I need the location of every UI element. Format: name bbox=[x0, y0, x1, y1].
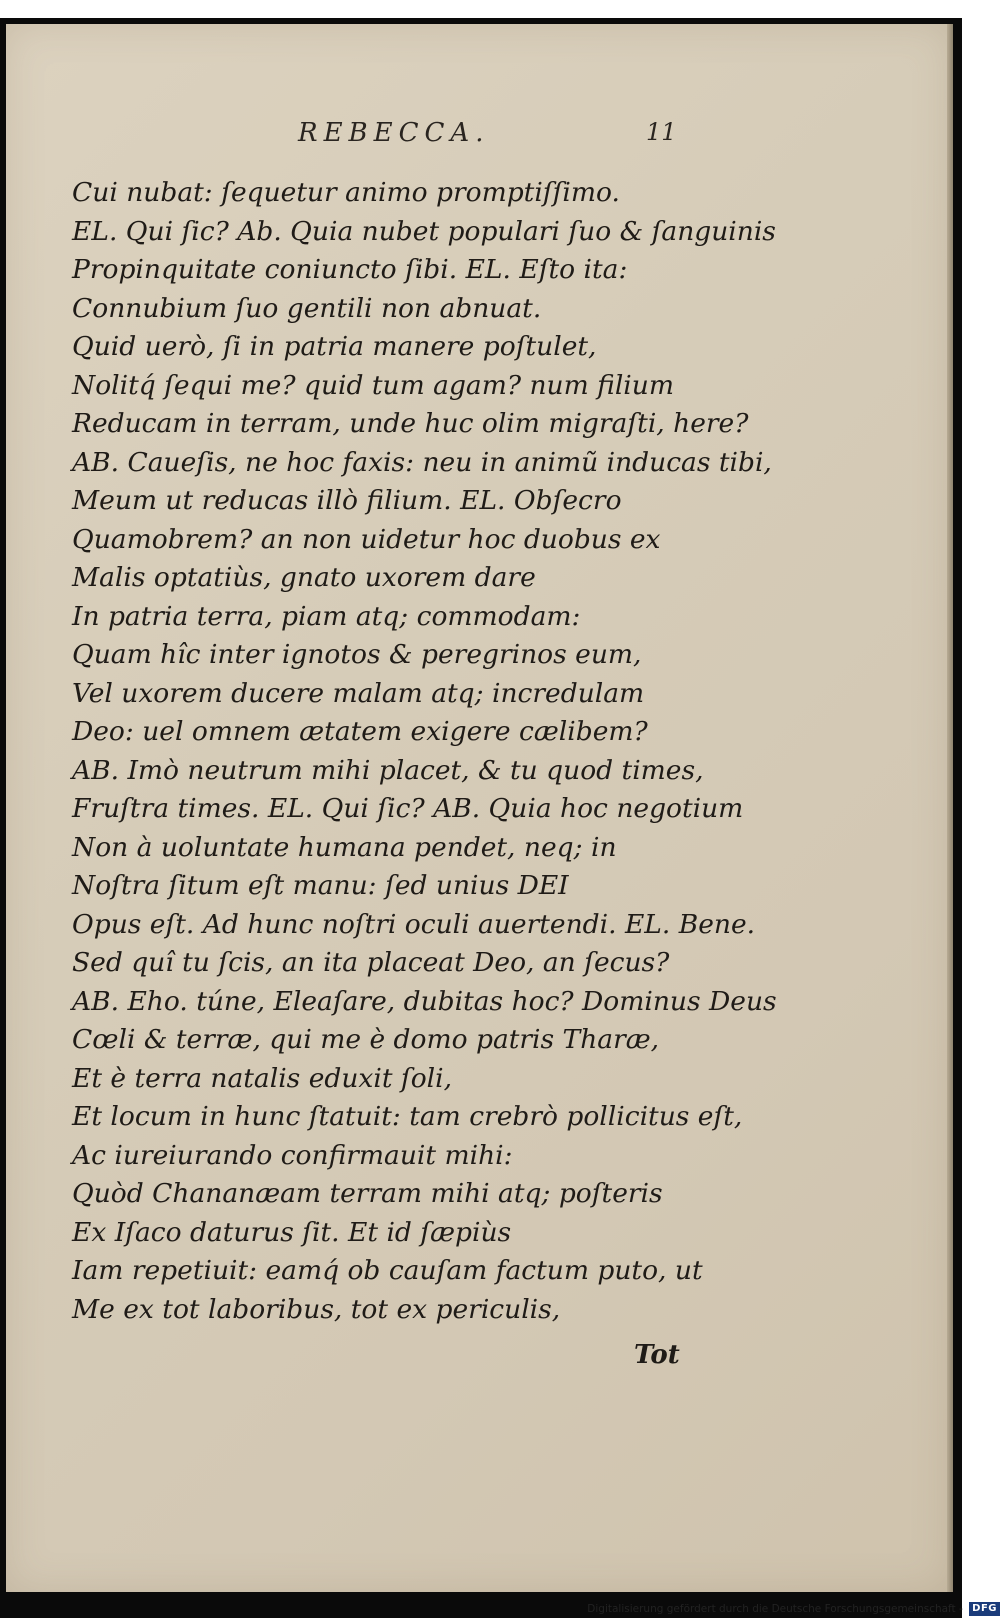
text-line: EL. Qui ſic? Ab. Quia nubet populari ſuo & ſanguinis bbox=[72, 215, 776, 247]
funding-credit: Digitalisierung gefördert durch die Deutsche Forschungsgemeinschaft - bbox=[587, 1603, 963, 1615]
text-line: Connubium ſuo gentili non abnuat. bbox=[72, 292, 542, 324]
text-line: Cœli & terræ, qui me è domo patris Tharæ, bbox=[72, 1024, 660, 1055]
text-line: AB. Imò neutrum mihi placet, & tu quod times, bbox=[72, 754, 704, 786]
page-number: 11 bbox=[646, 118, 677, 146]
text-line: Sed quî tu ſcis, an ita placeat Deo, an ſecus? bbox=[72, 947, 670, 978]
text-line: Ac iureiurando confirmauit mihi: bbox=[72, 1139, 513, 1171]
text-line: Nolitq́ ſequi me? quid tum agam? num filium bbox=[72, 369, 674, 401]
text-line: Me ex tot laboribus, tot ex periculis, bbox=[72, 1293, 561, 1325]
scan-backdrop bbox=[0, 18, 962, 1618]
text-line: Reducam in terram, unde huc olim migraſti, here? bbox=[72, 408, 749, 439]
text-line: Vel uxorem ducere malam atq; incredulam bbox=[72, 677, 645, 709]
text-line: Quid uerò, ſi in patria manere poſtulet, bbox=[72, 331, 597, 362]
running-title: REBECCA. bbox=[298, 118, 490, 148]
text-line: Deo: uel omnem ætatem exigere cælibem? bbox=[72, 716, 648, 747]
text-line: In patria terra, piam atq; commodam: bbox=[72, 600, 581, 632]
text-line: Quam hîc inter ignotos & peregrinos eum, bbox=[72, 639, 642, 670]
text-line: Noſtra ſitum eſt manu: ſed unius DEI bbox=[72, 870, 569, 901]
text-line: Quamobrem? an non uidetur hoc duobus ex bbox=[72, 523, 661, 555]
text-line: Ex Iſaco daturus ſit. Et id ſæpiùs bbox=[72, 1216, 512, 1248]
text-line: Et è terra natalis eduxit ſoli, bbox=[72, 1062, 453, 1094]
text-line: Fruſtra times. EL. Qui ſic? AB. Quia hoc negotium bbox=[72, 793, 744, 824]
catchword: Tot bbox=[634, 1340, 680, 1370]
page-edge bbox=[947, 24, 953, 1592]
text-line: Quòd Chananæam terram mihi atq; poſteris bbox=[72, 1178, 663, 1209]
book-page bbox=[6, 24, 950, 1592]
text-line: Et locum in hunc ſtatuit: tam crebrò pollicitus eſt, bbox=[72, 1101, 743, 1132]
text-line: Iam repetiuit: eamq́ ob cauſam factum puto, ut bbox=[72, 1255, 703, 1286]
dfg-logo-icon: DFG bbox=[969, 1602, 1000, 1616]
text-line: Cui nubat: ſequetur animo promptiſſimo. bbox=[72, 177, 620, 208]
verse-text bbox=[72, 174, 777, 1329]
text-line: AB. Caueſis, ne hoc faxis: neu in animũ inducas tibi, bbox=[72, 446, 772, 478]
text-line: Propinquitate coniuncto ſibi. EL. Eſto ita: bbox=[72, 254, 628, 285]
text-line: Malis optatiùs, gnato uxorem dare bbox=[72, 562, 536, 593]
page-header bbox=[6, 118, 950, 152]
text-line: AB. Eho. túne, Eleaſare, dubitas hoc? Dominus Deus bbox=[72, 985, 777, 1017]
text-line: Non à uoluntate humana pendet, neq; in bbox=[72, 831, 617, 863]
digitization-footer bbox=[560, 1602, 1000, 1620]
text-line: Meum ut reducas illò filium. EL. Obſecro bbox=[72, 485, 622, 516]
text-line: Opus eſt. Ad hunc noſtri oculi auertendi. EL. Bene. bbox=[72, 908, 756, 940]
